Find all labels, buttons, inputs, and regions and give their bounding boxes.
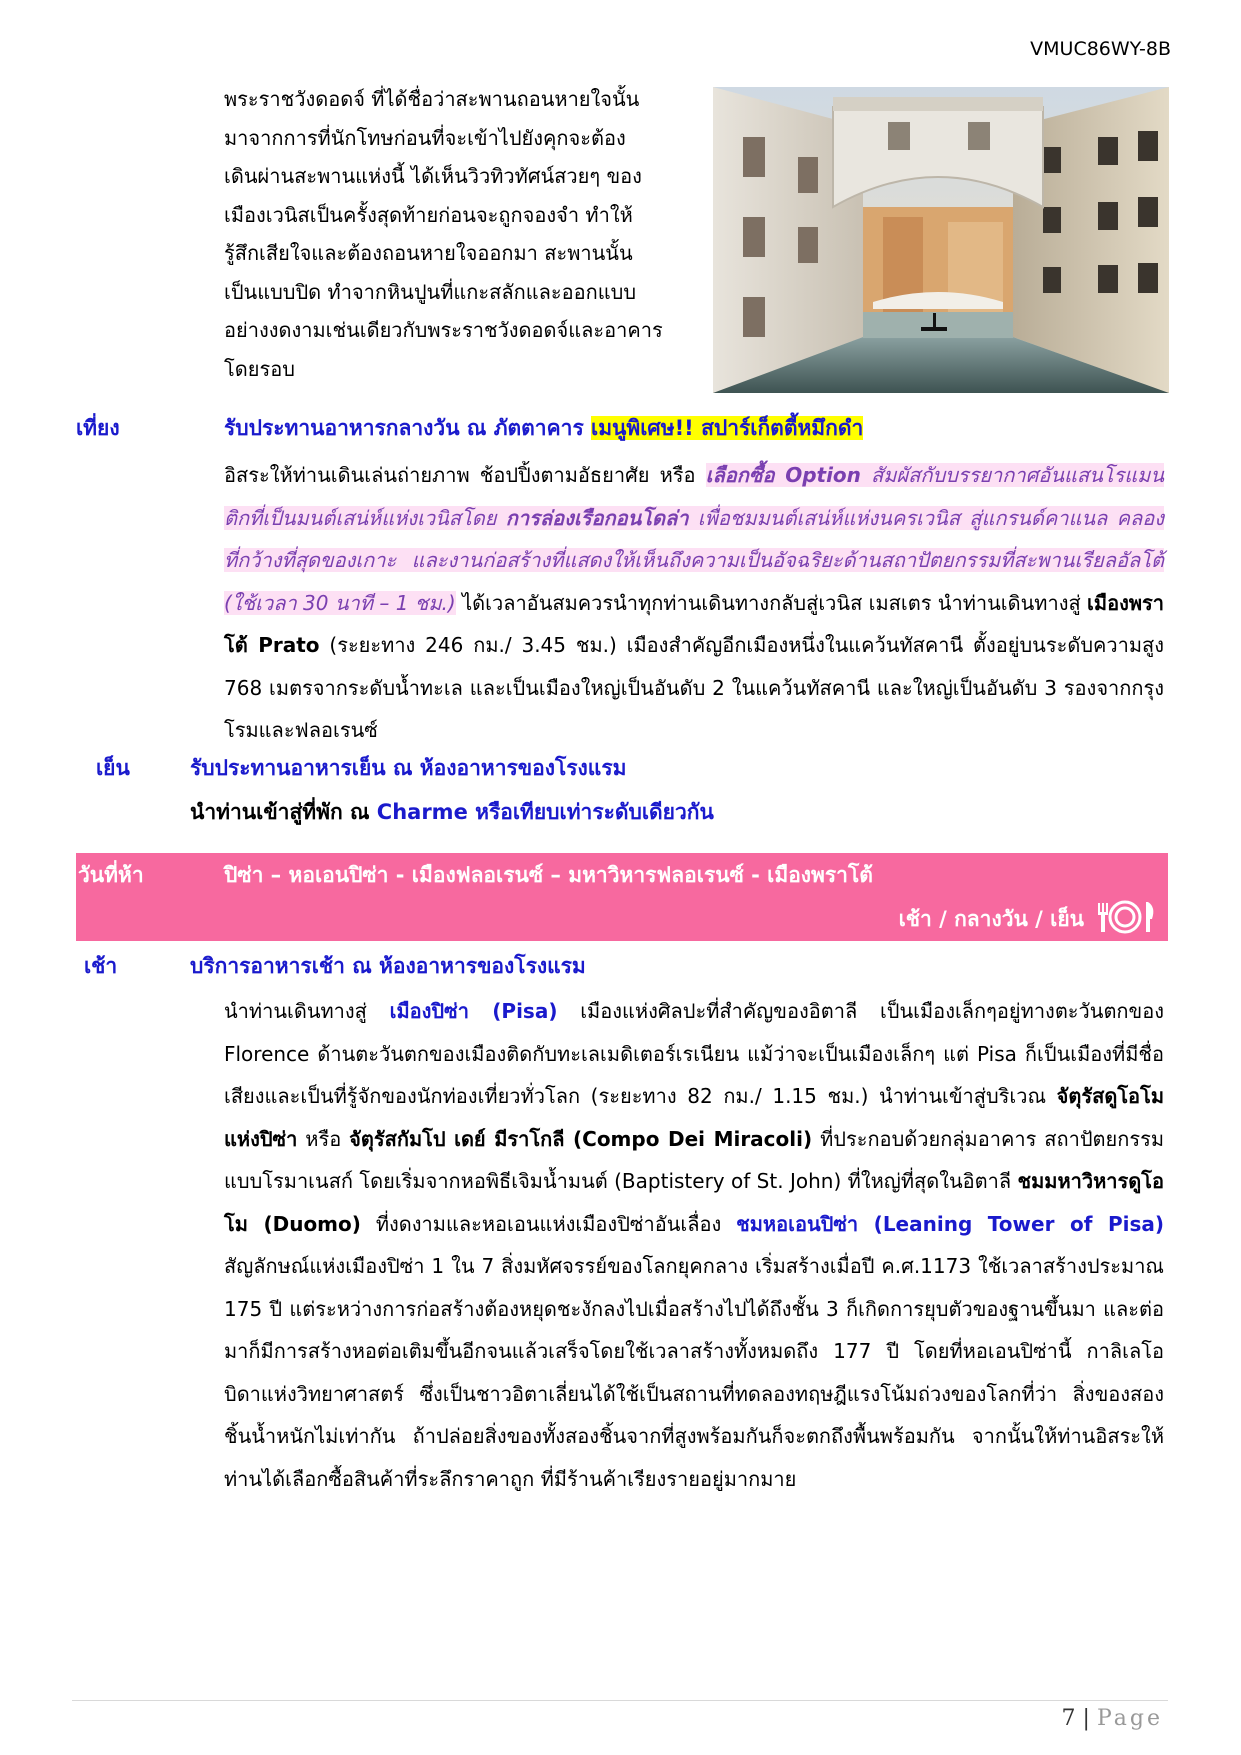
breakfast-label: เช้า bbox=[84, 954, 118, 978]
page-word: Page bbox=[1096, 1706, 1163, 1731]
duomo-label: ชมมหาวิหารดูโอโม (Duomo) bbox=[224, 1169, 1164, 1236]
page-number bbox=[1062, 1706, 1163, 1731]
hotel-prefix: นำท่านเข้าสู่ที่พัก ณ bbox=[190, 800, 377, 824]
lunch-heading-main: รับประทานอาหารกลางวัน ณ ภัตตาคาร bbox=[224, 416, 592, 440]
pisa-text-5: ที่งดงามและหอเอนแห่งเมืองปิซ่าอันเลื่อง bbox=[360, 1211, 737, 1236]
option-label: เลือกซื้อ Option bbox=[705, 463, 861, 487]
prato-label: เมืองพราโต้ Prato bbox=[224, 590, 1164, 657]
duomo-square-label: จัตุรัสดูโอโมแห่งปิซ่า bbox=[224, 1084, 1164, 1151]
miracoli-label: จัตุรัสกัมโป เดย์ มีราโกลี (Compo Dei Miracoli) bbox=[349, 1126, 813, 1151]
day-title: ปิซ่า – หอเอนปิซ่า - เมืองฟลอเรนซ์ – มหาวิหารฟลอเรนซ์ - เมืองพราโต้ bbox=[224, 863, 873, 887]
pisa-text-4: ที่ประกอบด้วยกลุ่มอาคาร สถาปัตยกรรมแบบโรมาเนสก์ โดยเริ่มจากหอพิธีเจิมน้ำมนต์ (Baptistery of St. John) ที่ใหญ่ที่สุดในอิตาลี bbox=[224, 1126, 1165, 1193]
intro-line: เมืองเวนิสเป็นครั้งสุดท้ายก่อนจะถูกจองจำ ทำให้ bbox=[224, 202, 633, 227]
pisa-text-1: นำท่านเดินทางสู่ bbox=[224, 999, 390, 1023]
breakfast-heading: บริการอาหารเช้า ณ ห้องอาหารของโรงแรม bbox=[190, 954, 586, 978]
lunch-heading bbox=[224, 412, 1164, 445]
option-text-1: สัมผัสกับบรรยากาศอันแสนโรแมนติกที่เป็นมนต์เสน่ห์แห่งเวนิสโดย bbox=[224, 463, 1164, 530]
hotel-suffix: หรือเทียบเท่าระดับเดียวกัน bbox=[467, 800, 714, 824]
lunch-after-text: ได้เวลาอันสมควรนำทุกท่านเดินทางกลับสู่เวนิส เมสเตร นำท่านเดินทางสู่ bbox=[455, 590, 1088, 615]
hotel-line bbox=[190, 796, 1150, 829]
option-text-2: เพื่อชมมนต์เสน่ห์แห่งนครเวนิส สู่แกรนด์คาแนล คลองที่กว้างที่สุดของเกาะ และงานก่อสร้างที่แสดงให้เห็นถึงความเป็นอัจฉริยะด้านสถาปัตยกรรมที่สะพานเรียลอัลโต้ (ใช้เวลา 30 นาที – 1 ชม.) bbox=[224, 505, 1164, 615]
intro-line: อย่างงดงามเช่นเดียวกับพระราชวังดอดจ์และอาคาร bbox=[224, 318, 663, 342]
leaning-tower-label: ชมหอเอนปิซ่า (Leaning Tower of Pisa) bbox=[736, 1211, 1164, 1236]
lunch-end-text: (ระยะทาง 246 กม./ 3.45 ชม.) เมืองสำคัญอีกเมืองหนึ่งในแคว้นทัสคานี ตั้งอยู่บนระดับความสูง 768 เมตรจากระดับน้ำทะเล และเป็นเมืองใหญ่เป็นอันดับ 2 ในแคว้นทัสคานี และใหญ่เป็นอันดับ 3 รองจากกรุงโรมและฟลอเรนซ์ bbox=[224, 633, 1165, 742]
lunch-label: เที่ยง bbox=[76, 416, 120, 440]
dinner-heading: รับประทานอาหารเย็น ณ ห้องอาหารของโรงแรม bbox=[190, 756, 627, 780]
intro-line: เดินผ่านสะพานแห่งนี้ ได้เห็นวิวทิวทัศน์สวยๆ ของ bbox=[224, 164, 642, 188]
dinner-label: เย็น bbox=[96, 756, 130, 780]
gondola-label: การล่องเรือกอนโดล่า bbox=[505, 505, 689, 530]
intro-line: มาจากการที่นักโทษก่อนที่จะเข้าไปยังคุกจะต้อง bbox=[224, 125, 626, 150]
special-menu-highlight: เมนูพิเศษ!! สปาร์เก็ตตี้หมึกดำ bbox=[591, 416, 864, 440]
lunch-lead-text: อิสระให้ท่านเดินเล่นถ่ายภาพ ช้อปปิ้งตามอัธยาศัย หรือ bbox=[224, 463, 706, 487]
pisa-text-6: สัญลักษณ์แห่งเมืองปิซ่า 1 ใน 7 สิ่งมหัศจรรย์ของโลกยุคกลาง เริ่มสร้างเมื่อปี ค.ศ.1173 ใช้เวลาสร้างประมาณ 175 ปี แต่ระหว่างการก่อสร้างต้องหยุดชะงักลงไปเมื่อสร้างไปได้ถึงชั้น 3 ก็เกิดการยุบตัวของฐานขึ้นมา และต่อมาก็มีการสร้างหอต่อเติมขึ้นอีกจนแล้วเสร็จโดยใช้เวลาสร้างทั้งหมดถึง 177 ปี โดยที่หอเอนปิซ่านี้ กาลิเลโอ บิดาแห่งวิทยาศาสตร์ ซึ่งเป็นชาวอิตาเลี่ยนได้ใช้เป็นสถานที่ทดลองทฤษฎีแรงโน้มถ่วงของโลกที่ว่า สิ่งของสองชิ้นน้ำหนักไม่เท่ากัน ถ้าปล่อยสิ่งของทั้งสองชิ้นจากที่สูงพร้อมกันก็จะตกถึงพื้นพร้อมกัน จากนั้นให้ท่านอิสระให้ท่านได้เลือกซื้อสินค้าที่ระลึกราคาถูก ที่มีร้านค้าเรียงรายอยู่มากมาย bbox=[224, 1254, 1164, 1491]
lunch-paragraph bbox=[224, 454, 1164, 752]
intro-line: โดยรอบ bbox=[224, 356, 295, 381]
pisa-paragraph bbox=[224, 990, 1164, 1500]
pisa-text-3: หรือ bbox=[297, 1126, 350, 1151]
bridge-of-sighs-photo bbox=[713, 87, 1169, 393]
pisa-text-2: เมืองแห่งศิลปะที่สำคัญของอิตาลี เป็นเมืองเล็กๆอยู่ทางตะวันตกของ Florence ด้านตะวันตกของเมืองติดกับทะเลเมดิเตอร์เรเนียน แม้ว่าจะเป็นเมืองเล็กๆ แต่ Pisa ก็เป็นเมืองที่มีชื่อเสียงและเป็นที่รู้จักของนักท่องเที่ยวทั่วโลก (ระยะทาง 82 กม./ 1.15 ชม.) นำท่านเข้าสู่บริเวณ bbox=[224, 999, 1164, 1108]
plate-fork-knife-icon bbox=[1088, 899, 1162, 935]
footer-divider bbox=[72, 1700, 1168, 1701]
intro-paragraph bbox=[224, 80, 694, 388]
day-five-banner bbox=[76, 853, 1168, 941]
intro-line: พระราชวังดอดจ์ ที่ได้ชื่อว่าสะพานถอนหายใจนั้น bbox=[224, 87, 640, 111]
intro-line: รู้สึกเสียใจและต้องถอนหายใจออกมา สะพานนั้น bbox=[224, 241, 633, 265]
day-label: วันที่ห้า bbox=[78, 863, 144, 887]
intro-line: เป็นแบบปิด ทำจากหินปูนที่แกะสลักและออกแบบ bbox=[224, 279, 637, 304]
hotel-name: Charme bbox=[376, 800, 468, 824]
page-number-value: 7 bbox=[1061, 1706, 1076, 1731]
pisa-city-label: เมืองปิซ่า (Pisa) bbox=[389, 999, 558, 1023]
document-code: VMUC86WY-8B bbox=[1030, 38, 1171, 60]
meals-included: เช้า / กลางวัน / เย็น bbox=[898, 907, 1084, 931]
page-separator: | bbox=[1082, 1706, 1090, 1731]
